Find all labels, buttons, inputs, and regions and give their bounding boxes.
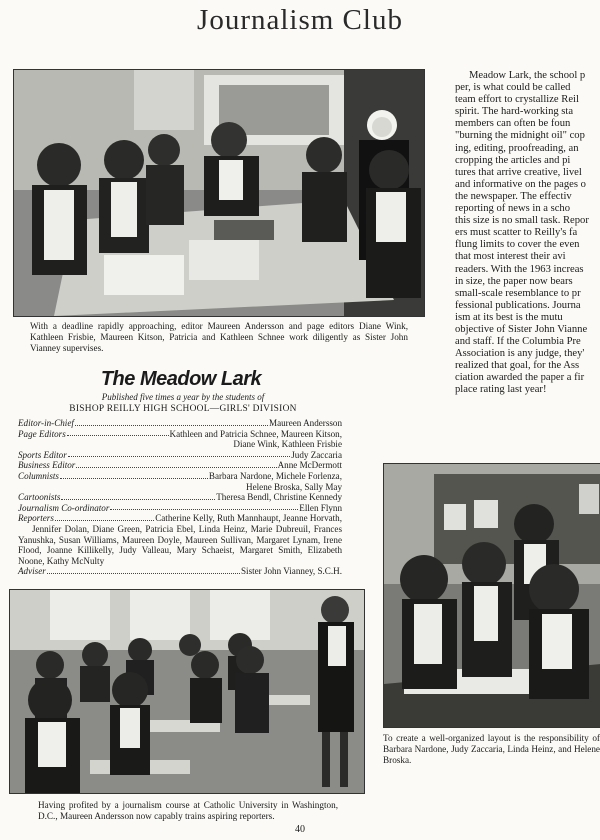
staff-role: Reporters <box>18 513 54 524</box>
staff-role: Business Editor <box>18 460 76 471</box>
staff-role: Adviser <box>18 566 46 577</box>
body-line: per, is what could be called <box>455 82 571 94</box>
staff-row <box>18 513 342 524</box>
staff-role: Journalism Co-ordinator <box>18 502 110 513</box>
body-line: the newspaper. The effectiv <box>455 190 572 202</box>
staff-names: Barbara Nardone, Michele Forlenza, <box>208 470 342 481</box>
body-line: "burning the midnight oil" cop <box>455 130 585 142</box>
body-line: ism at its best is the mutu <box>455 311 563 323</box>
body-line: fessional publications. Journa <box>455 299 581 311</box>
staff-names: Judy Zaccaria <box>291 449 342 460</box>
staff-role: Cartoonists <box>18 492 61 503</box>
masthead-school: BISHOP REILLY HIGH SCHOOL—GIRLS' DIVISION <box>69 404 297 414</box>
staff-role: Page Editors <box>18 428 66 439</box>
body-line: ciation awarded the paper a fir <box>455 372 585 384</box>
body-line: reporting of news in a scho <box>455 203 571 215</box>
staff-row <box>18 429 342 440</box>
body-line: small-scale resemblance to pr <box>455 287 581 299</box>
staff-names: Theresa Bendl, Christine Kennedy <box>216 492 342 503</box>
body-line: tures that arrive creative, livel <box>455 166 582 178</box>
body-line: that most interest their avi <box>455 251 566 263</box>
staff-row <box>18 418 342 429</box>
body-line: ers must scatter to Reilly's fa <box>455 227 578 239</box>
body-line: this size is no small task. Repor <box>455 215 589 227</box>
staff-names: Kathleen and Patricia Schnee, Maureen Kitson, <box>169 428 342 439</box>
body-line: members can often be foun <box>455 118 571 130</box>
masthead-title: The Meadow Lark <box>100 368 262 390</box>
photo-reporter-training <box>9 589 365 794</box>
staff-row <box>18 460 342 471</box>
staff-row <box>18 492 342 503</box>
body-line: and informative on the pages o <box>455 178 586 190</box>
staff-role: Sports Editor <box>18 449 67 460</box>
body-line: team effort to crystallize Reil <box>455 94 579 106</box>
staff-list <box>18 418 342 577</box>
photo-middle-caption: To create a well-organized layout is the responsibility of Barbara Nardone, Judy Zaccaria, Linda Heinz, and Helene Broska. <box>383 733 600 765</box>
staff-row <box>18 566 342 577</box>
staff-names-cont: Diane Wink, Kathleen Frisbie <box>233 439 342 450</box>
photo-bottom-caption: Having profited by a journalism course at Catholic University in Washington, D.C., Maureen Andersson now capably trains aspiring reporters. <box>38 800 338 821</box>
staff-role: Editor-in-Chief <box>18 418 74 428</box>
staff-row <box>18 471 342 482</box>
body-line: place rating last year! <box>455 384 547 396</box>
staff-names: Ellen Flynn <box>299 502 342 513</box>
page-number: 40 <box>295 824 305 835</box>
photo-top-caption: With a deadline rapidly approaching, editor Maureen Andersson and page editors Diane Wink, Kathleen Frisbie, Maureen Kitson, Patricia and Kathleen Schnee work diligently as Sister John Vianney supervises. <box>30 321 408 353</box>
body-line: cropping the articles and pi <box>455 154 571 166</box>
body-line: flung limits to cover the even <box>455 239 580 251</box>
body-line: realized that goal, for the Ass <box>455 360 580 372</box>
body-line: in size, the paper now bears <box>455 275 573 287</box>
photo-layout-team <box>383 463 600 728</box>
staff-names: Anne McDermott <box>277 460 342 471</box>
staff-role: Columnists <box>18 470 59 481</box>
staff-names: Catherine Kelly, Ruth Mannhaupt, Jeanne Horvath, <box>155 513 342 524</box>
body-line: and staff. If the Columbia Pre <box>455 336 581 348</box>
article-body <box>455 70 600 397</box>
masthead-subtitle: Published five times a year by the students of <box>101 392 265 402</box>
staff-names: Maureen Andersson <box>269 418 342 428</box>
photo-newsroom-editors <box>13 69 425 317</box>
staff-names-cont: Jennifer Dolan, Diane Green, Patricia Ebel, Linda Heinz, Marie Dubreuil, Frances Yanushka, Susan Williams, Maureen Doyle, Maureen Sullivan, Margaret Lynam, Irene Flood, Joanne Killikelly, Judy Valleau, Mary Schaeist, Margaret Smith, Elizabeth Noone, Kathy McNulty <box>18 523 342 566</box>
body-line: Association is any judge, they' <box>455 348 585 360</box>
body-line: ing, editing, proofreading, an <box>455 142 579 154</box>
staff-names: Sister John Vianney, S.C.H. <box>240 566 342 577</box>
body-line: readers. With the 1963 increas <box>455 263 584 275</box>
page-title: Journalism Club <box>197 4 403 36</box>
body-line: objective of Sister John Vianne <box>455 323 588 335</box>
staff-row <box>18 503 342 514</box>
staff-row <box>18 450 342 461</box>
body-line: Meadow Lark, the school p <box>469 70 586 81</box>
staff-names-cont: Helene Broska, Sally May <box>246 481 342 492</box>
body-line: spirit. The hard-working sta <box>455 106 574 118</box>
